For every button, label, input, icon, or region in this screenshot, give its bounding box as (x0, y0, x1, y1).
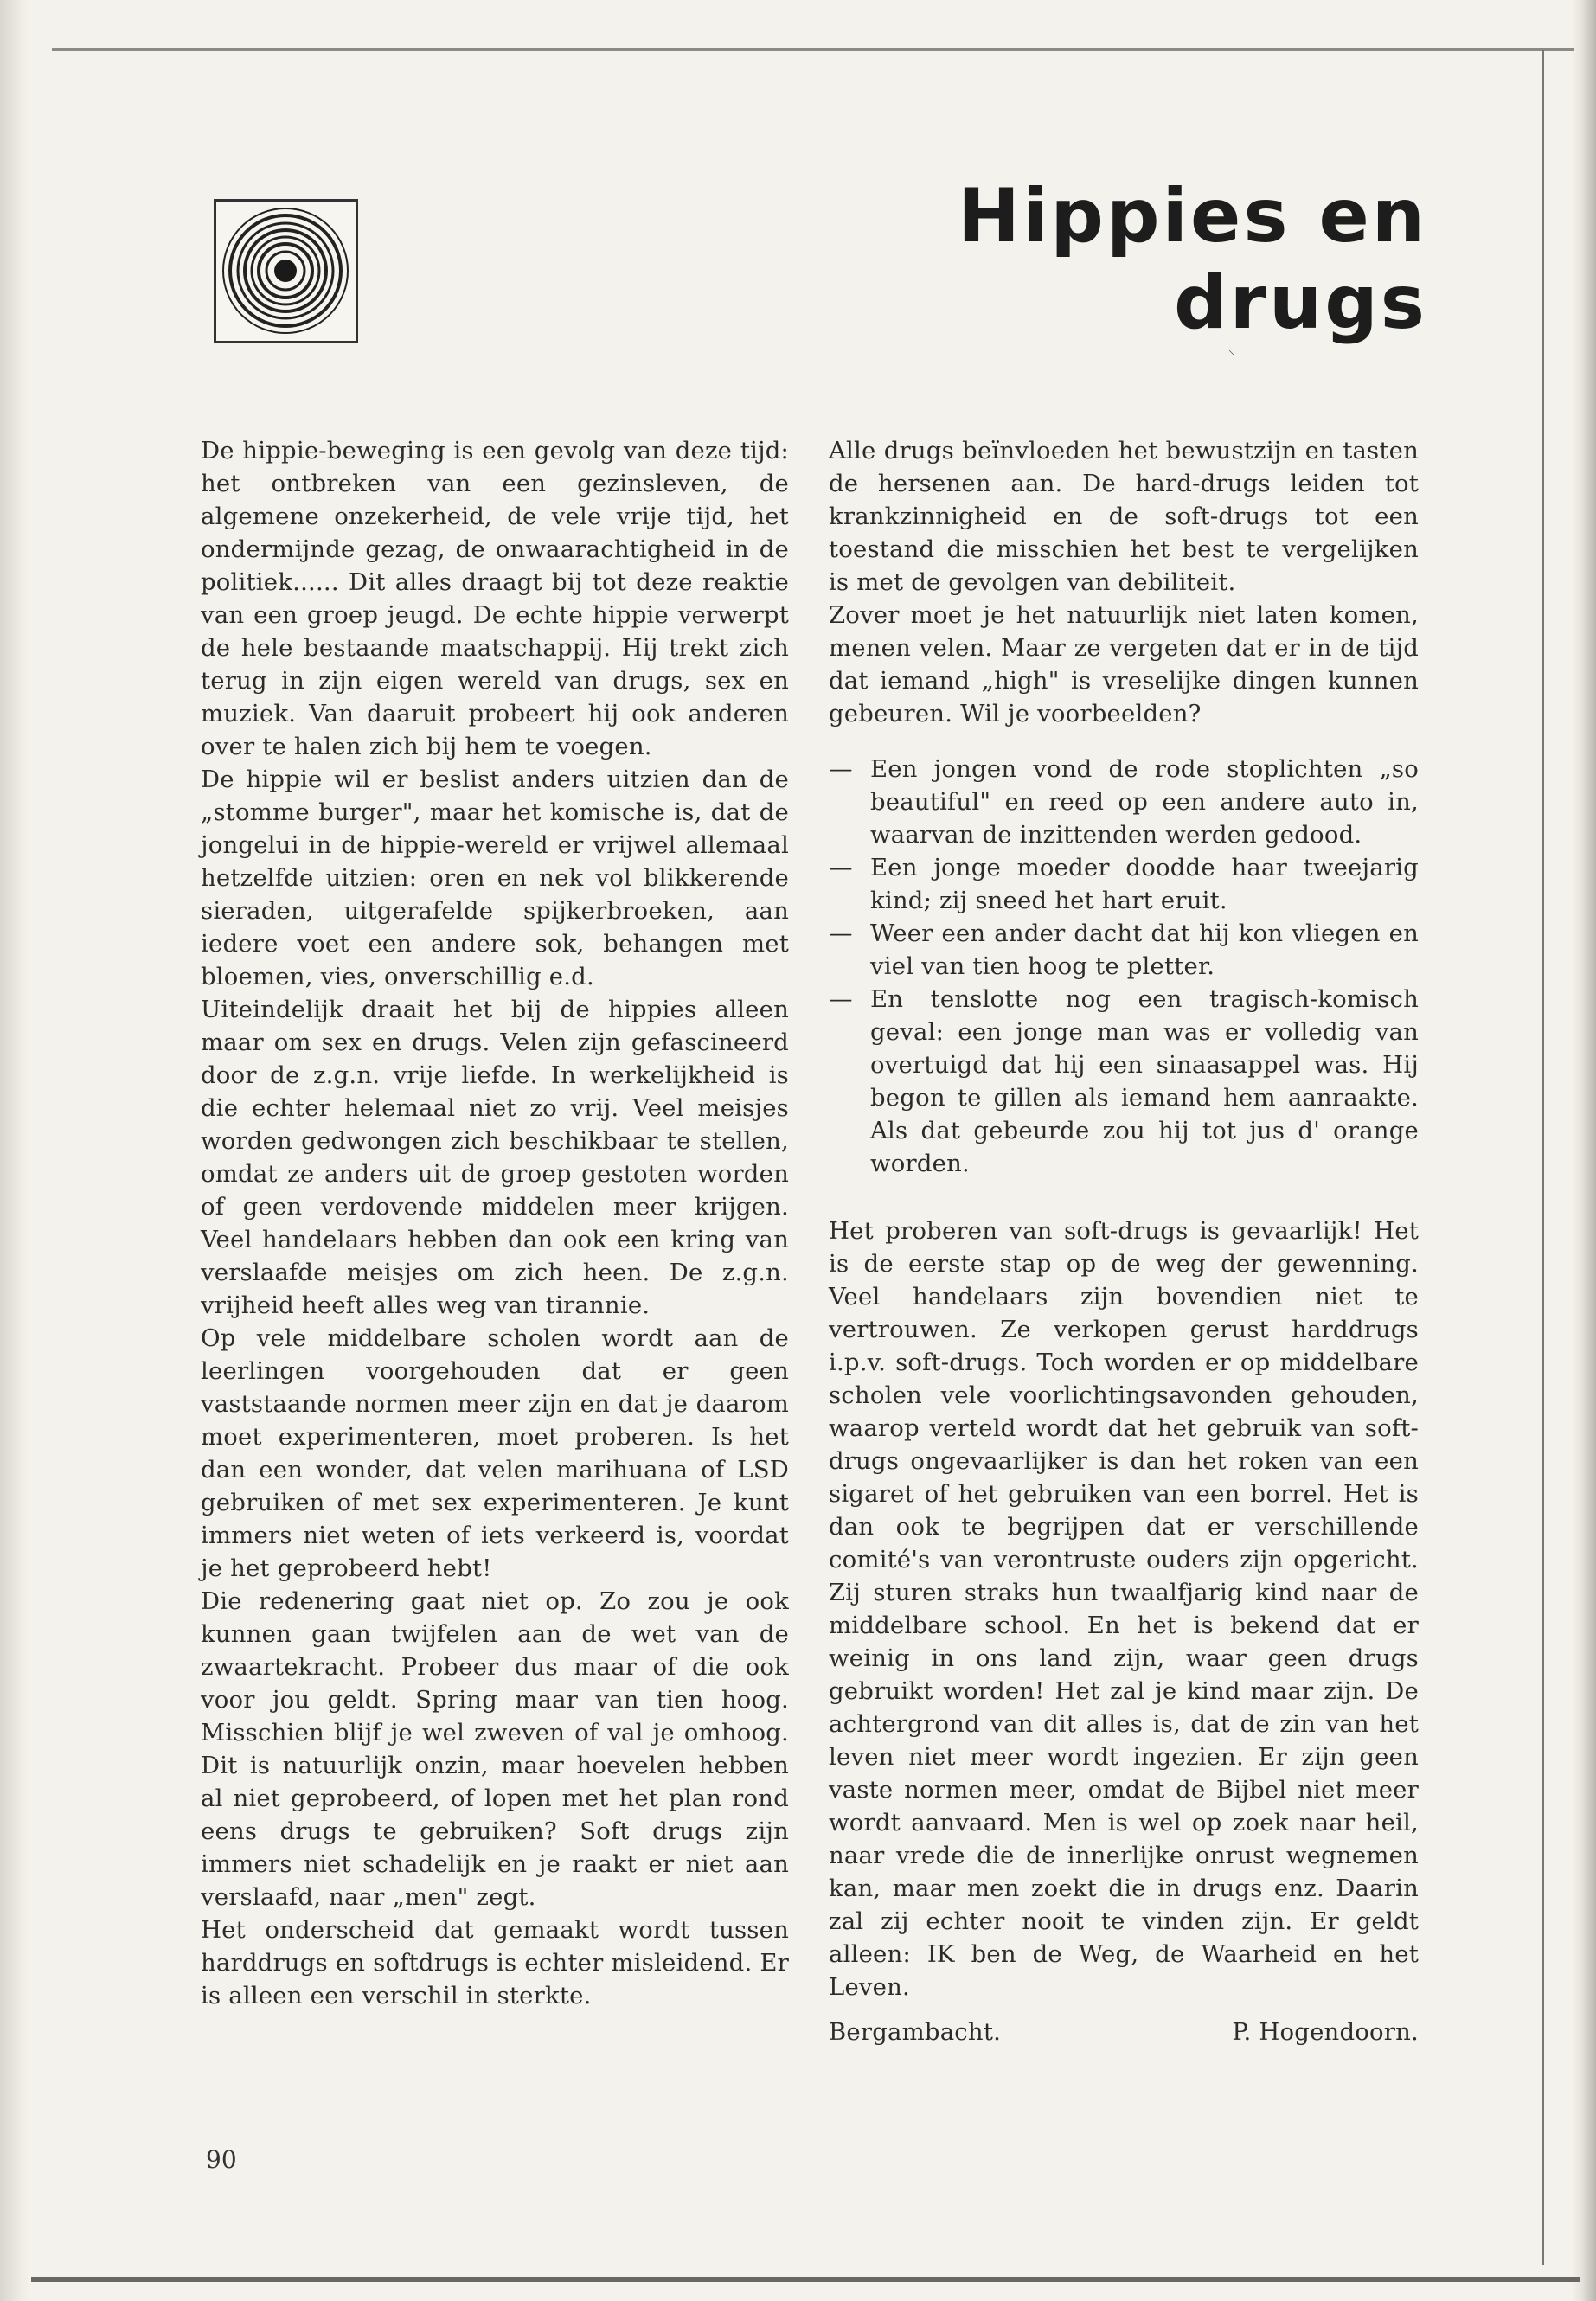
section-gap (829, 1180, 1419, 1215)
stray-mark: ⸜ (1228, 343, 1234, 357)
top-rule (52, 48, 1574, 51)
signature-author: P. Hogendoorn. (1232, 2018, 1419, 2046)
concentric-circles-logo-icon (214, 199, 358, 343)
left-paragraph: De hippie wil er beslist anders uitzien dan de „stomme burger", maar het komische is, dat de jongelui in de hippie-wereld er vrijwel allemaal hetzelfde uitzien: oren en nek vol blikkerende sieraden, uitgerafelde spijkerbroeken, aan iedere voet een andere sok, behangen met bloemen, vies, onverschillig e.d. (201, 766, 789, 990)
signature-place: Bergambacht. (829, 2018, 1002, 2046)
list-item: — En tenslotte nog een tragisch-komisch geval: een jonge man was er volledig van overtuigd dat hij een sinaasappel was. Hij begon te gillen als iemand hem aanraakte. Als dat gebeurde zou hij tot jus d' orange worden. (829, 983, 1419, 1180)
article-title: Hippies en drugs (957, 173, 1427, 346)
list-item: — Een jonge moeder doodde haar tweejarig kind; zij sneed het hart eruit. (829, 851, 1419, 917)
right-paragraph: Alle drugs beïnvloeden het bewustzijn en tasten de hersenen aan. De hard-drugs leiden tot krankzinnigheid en de soft-drugs tot een toestand die misschien het best te vergelijken is met de gevolgen van debiliteit. (829, 437, 1419, 596)
signature (829, 2016, 1419, 2048)
left-paragraph: Uiteindelijk draait het bij de hippies alleen maar om sex en drugs. Velen zijn gefascineerd door de z.g.n. vrije liefde. In werkelijkheid is die echter helemaal niet zo vrij. Veel meisjes worden gedwongen zich beschikbaar te stellen, omdat ze anders uit de groep gestoten worden of geen verdovende middelen meer krijgen. Veel handelaars hebben dan ook een kring van verslaafde meisjes om zich heen. De z.g.n. vrijheid heeft alles weg van tirannie. (201, 996, 789, 1319)
bottom-rule (31, 2277, 1580, 2282)
list-item: — Weer een ander dacht dat hij kon vliegen en viel van tien hoog te pletter. (829, 917, 1419, 983)
right-paragraph: Zover moet je het natuurlijk niet laten komen, menen velen. Maar ze vergeten dat er in de tijd dat iemand „high" is vreselijke dingen kunnen gebeuren. Wil je voorbeelden? (829, 601, 1419, 727)
scan-edge-left (0, 0, 29, 2301)
right-margin-rule (1542, 50, 1544, 2265)
scan-edge-right (1572, 0, 1596, 2301)
list-item: — Een jongen vond de rode stoplichten „so beautiful" en reed op een andere auto in, waarvan de inzittenden werden gedood. (829, 753, 1419, 851)
examples-list (829, 753, 1419, 1180)
right-column (829, 434, 1419, 2048)
left-paragraph: Het onderscheid dat gemaakt wordt tussen harddrugs en softdrugs is echter misleidend. Er is alleen een verschil in sterkte. (201, 1916, 789, 2009)
left-paragraph: Die redenering gaat niet op. Zo zou je ook kunnen gaan twijfelen aan de wet van de zwaartekracht. Probeer dus maar of die ook voor jou geldt. Spring maar van tien hoog. Misschien blijf je wel zweven of val je omhoog. Dit is natuurlijk onzin, maar hoevelen hebben al niet geprobeerd, of lopen met het plan rond eens drugs te gebruiken? Soft drugs zijn immers niet schadelijk en je raakt er niet aan verslaafd, naar „men" zegt. (201, 1587, 789, 1911)
page-number: 90 (206, 2145, 237, 2174)
closing-paragraph: Het proberen van soft-drugs is gevaarlijk! Het is de eerste stap op de weg der gewenning. Veel handelaars zijn bovendien niet te vertrouwen. Ze verkopen gerust harddrugs i.p.v. soft-drugs. Toch worden er op middelbare scholen vele voorlichtingsavonden gehouden, waarop verteld wordt dat het gebruik van soft-drugs ongevaarlijker is dan het roken van een sigaret of het gebruiken van een borrel. Het is dan ook te begrijpen dat er verschillende comité's van verontruste ouders zijn opgericht. Zij sturen straks hun twaalfjarig kind naar de middelbare school. En het is bekend dat er weinig in ons land zijn, waar geen drugs gebruikt worden! Het zal je kind maar zijn. De achtergrond van dit alles is, dat de zin van het leven niet meer wordt ingezien. Er zijn geen vaste normen meer, omdat de Bijbel niet meer wordt aanvaard. Men is wel op zoek naar heil, naar vrede die de innerlijke onrust wegnemen kan, maar men zoekt die in drugs enz. Daarin zal zij echter nooit te vinden zijn. Er geldt alleen: IK ben de Weg, de Waarheid en het Leven. (829, 1217, 1419, 2001)
left-paragraph: De hippie-beweging is een gevolg van deze tijd: het ontbreken van een gezinsleven, de algemene onzekerheid, de vele vrije tijd, het ondermijnde gezag, de onwaarachtigheid in de politiek...... Dit alles draagt bij tot deze reaktie van een groep jeugd. De echte hippie verwerpt de hele bestaande maatschappij. Hij trekt zich terug in zijn eigen wereld van drugs, sex en muziek. Van daaruit probeert hij ook anderen over te halen zich bij hem te voegen. (201, 437, 789, 760)
left-column (201, 434, 789, 2012)
left-paragraph: Op vele middelbare scholen wordt aan de leerlingen voorgehouden dat er geen vaststaande normen meer zijn en dat je daarom moet experimenteren, moet proberen. Is het dan een wonder, dat velen marihuana of LSD gebruiken of met sex experimenteren. Je kunt immers niet weten of iets verkeerd is, voordat je het geprobeerd hebt! (201, 1324, 789, 1582)
